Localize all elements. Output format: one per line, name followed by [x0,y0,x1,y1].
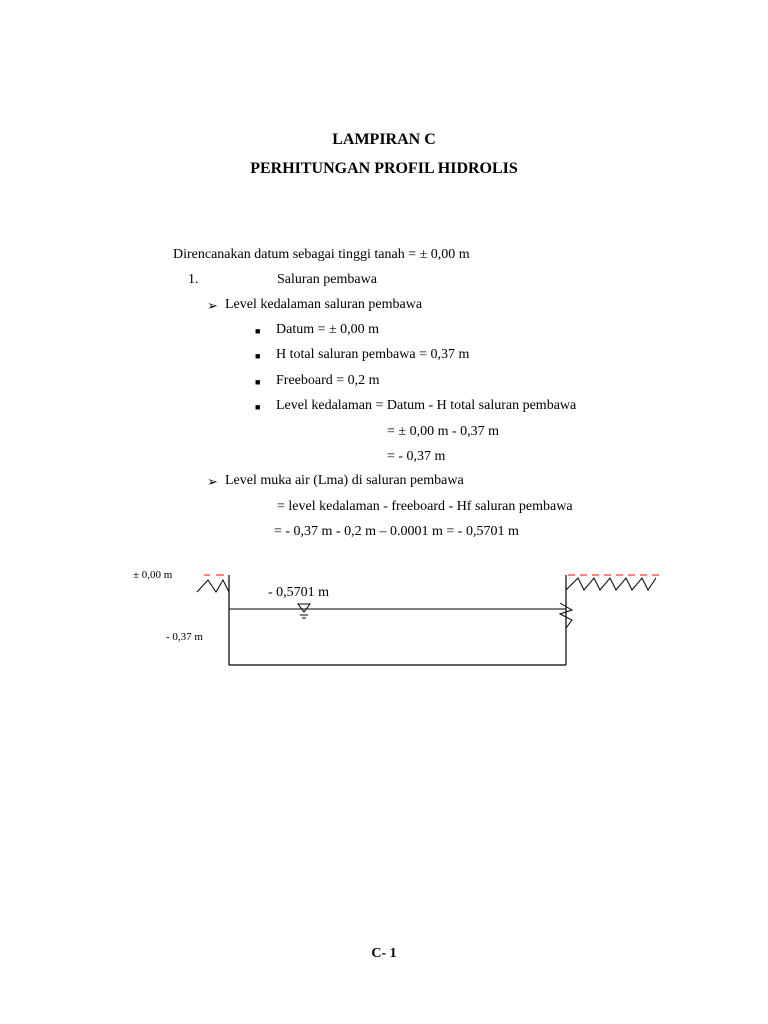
page-subtitle: PERHITUNGAN PROFIL HIDROLIS [250,160,518,177]
arrow-bullet-icon: ➢ [207,298,218,313]
calc-line: = - 0,37 m [387,449,446,464]
bottom-level-label: - 0,37 m [166,631,203,643]
square-bullet-icon: ■ [255,377,261,387]
subsection-title-depth: Level kedalaman saluran pembawa [225,297,423,312]
list-item: H total saluran pembawa = 0,37 m [276,347,470,362]
section-number: 1. [188,272,199,287]
arrow-bullet-icon: ➢ [207,474,218,489]
water-level-label: - 0,5701 m [268,585,330,600]
lma-result: = - 0,37 m - 0,2 m – 0.0001 m = - 0,5701 m [274,524,519,539]
left-ground-hatch [197,580,229,592]
right-ground-hatch [566,578,656,590]
square-bullet-icon: ■ [255,351,261,361]
subsection-title-water-level: Level muka air (Lma) di saluran pembawa [225,473,464,488]
section-title: Saluran pembawa [277,272,377,287]
intro-text: Direncanakan datum sebagai tinggi tanah = ± 0,00 m [173,247,470,262]
page-title: LAMPIRAN C [332,131,436,148]
page-number: C- 1 [371,946,397,961]
list-item: Level kedalaman = Datum - H total saluran pembawa [276,398,577,413]
square-bullet-icon: ■ [255,326,261,336]
water-level-marker-icon [298,604,310,618]
datum-label: ± 0,00 m [133,569,173,581]
calc-line: = ± 0,00 m - 0,37 m [387,424,500,439]
square-bullet-icon: ■ [255,402,261,412]
list-item: Freeboard = 0,2 m [276,373,380,388]
list-item: Datum = ± 0,00 m [276,322,380,337]
lma-formula: = level kedalaman - freeboard - Hf saluran pembawa [277,499,573,514]
